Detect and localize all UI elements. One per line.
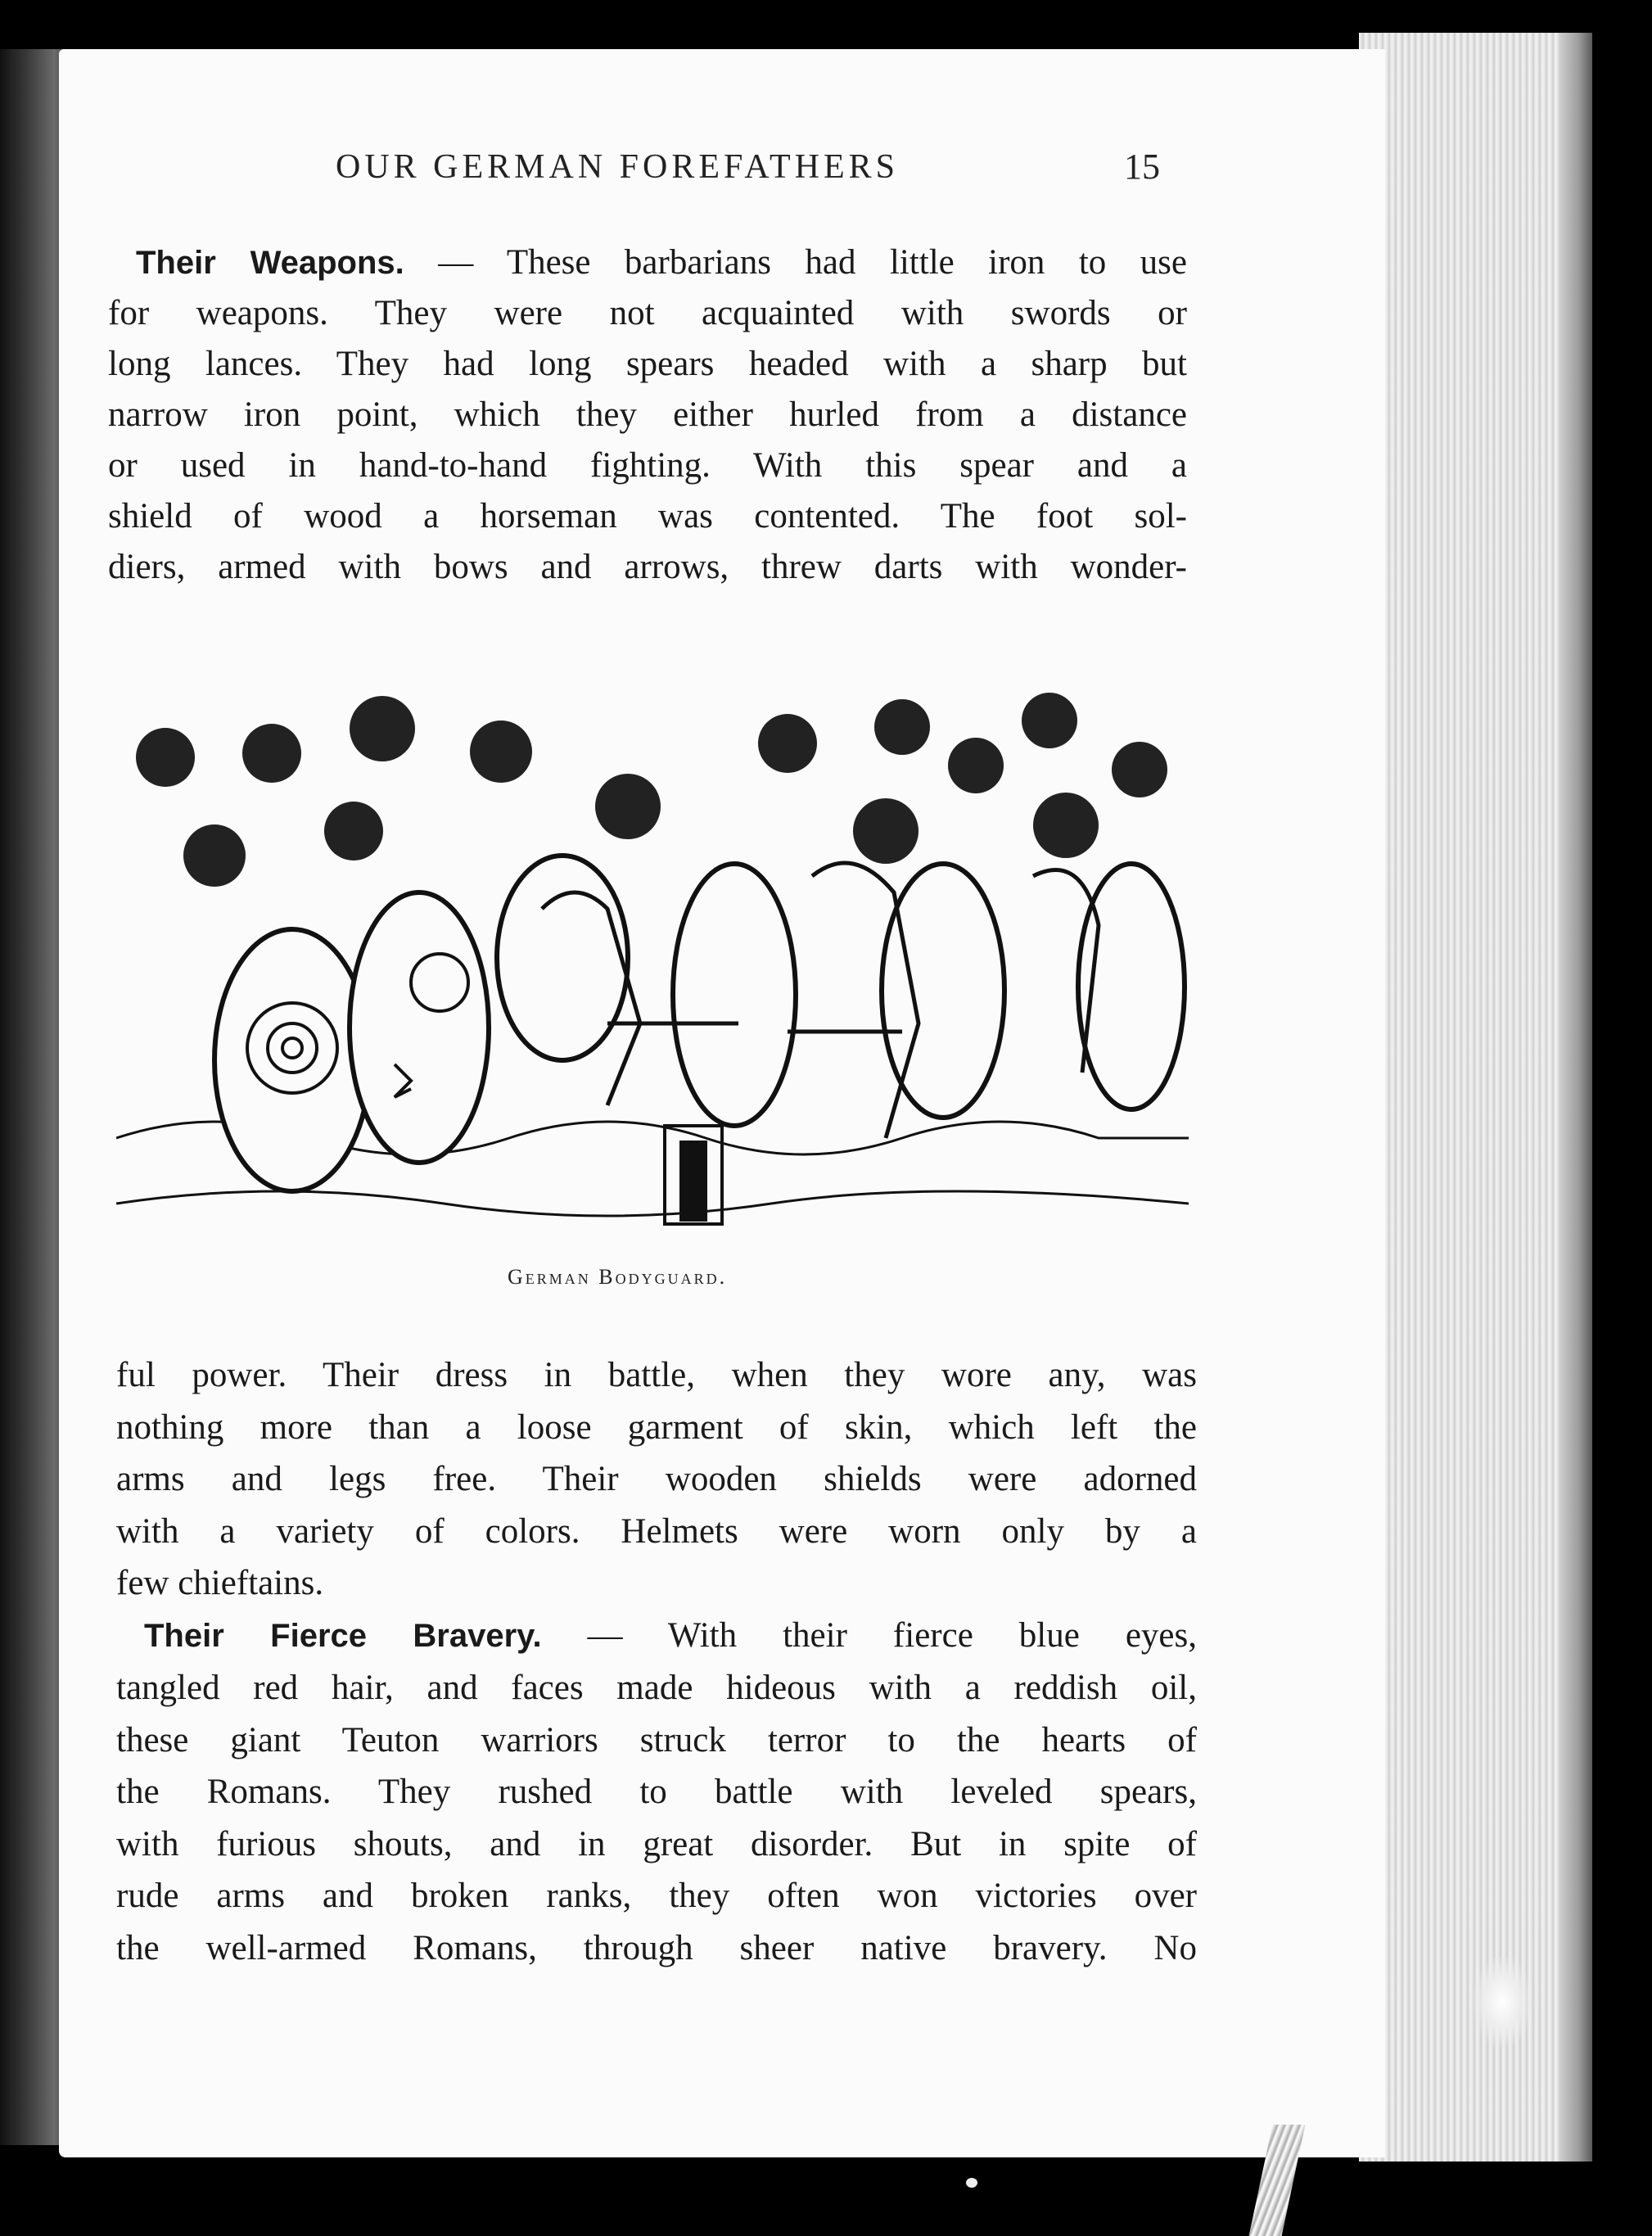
- text-line: [108, 237, 1187, 288]
- section-heading: Their Weapons.: [136, 245, 404, 281]
- paper-blemish: [1474, 1957, 1531, 2047]
- text-line: few chieftains.: [116, 1564, 324, 1602]
- text-line: shield of wood a horseman was contented. The foot sol-: [108, 497, 1187, 535]
- page-stack-edge: [1359, 33, 1588, 2161]
- text-line: nothing more than a loose garment of skin, which left the: [116, 1407, 1197, 1447]
- text-line: ful power. Their dress in battle, when they wore any, was: [116, 1356, 1197, 1394]
- running-head: OUR GERMAN FOREFATHERS: [336, 148, 899, 186]
- page-number: 15: [1124, 147, 1160, 187]
- text-line: rude arms and broken ranks, they often won victories over: [116, 1877, 1197, 1915]
- section-continuation: [116, 1349, 1197, 1974]
- text-line: diers, armed with bows and arrows, threw darts with wonder-: [108, 548, 1187, 586]
- section-heading: Their Fierce Bravery.: [144, 1617, 542, 1654]
- page-stack-shadow: [1559, 33, 1592, 2161]
- text-line: for weapons. They were not acquainted with swords or: [108, 294, 1187, 332]
- text-line: these giant Teuton warriors struck terror to the hearts of: [116, 1720, 1197, 1759]
- illustration-german-bodyguard: [116, 680, 1189, 1236]
- section-weapons: [108, 237, 1187, 593]
- text-line: long lances. They had long spears headed with a sharp but: [108, 345, 1187, 383]
- dust-speck: [966, 2178, 977, 2188]
- text-line: tangled red hair, and faces made hideous with a reddish oil,: [116, 1669, 1197, 1707]
- text-line: arms and legs free. Their wooden shields were adorned: [116, 1460, 1197, 1498]
- figure-caption: German Bodyguard.: [508, 1265, 728, 1289]
- text-line: the well-armed Romans, through sheer native bravery. No: [116, 1928, 1197, 1967]
- text-line: [116, 1610, 1197, 1663]
- line-text: — With their fierce blue eyes,: [587, 1615, 1197, 1655]
- line-text: — These barbarians had little iron to use: [438, 243, 1187, 282]
- text-line: with a variety of colors. Helmets were worn only by a: [116, 1511, 1197, 1551]
- text-line: with furious shouts, and in great disorder. But in spite of: [116, 1824, 1197, 1863]
- text-line: narrow iron point, which they either hurled from a distance: [108, 395, 1187, 434]
- text-line: the Romans. They rushed to battle with leveled spears,: [116, 1773, 1197, 1811]
- text-line: or used in hand-to-hand fighting. With this spear and a: [108, 446, 1187, 485]
